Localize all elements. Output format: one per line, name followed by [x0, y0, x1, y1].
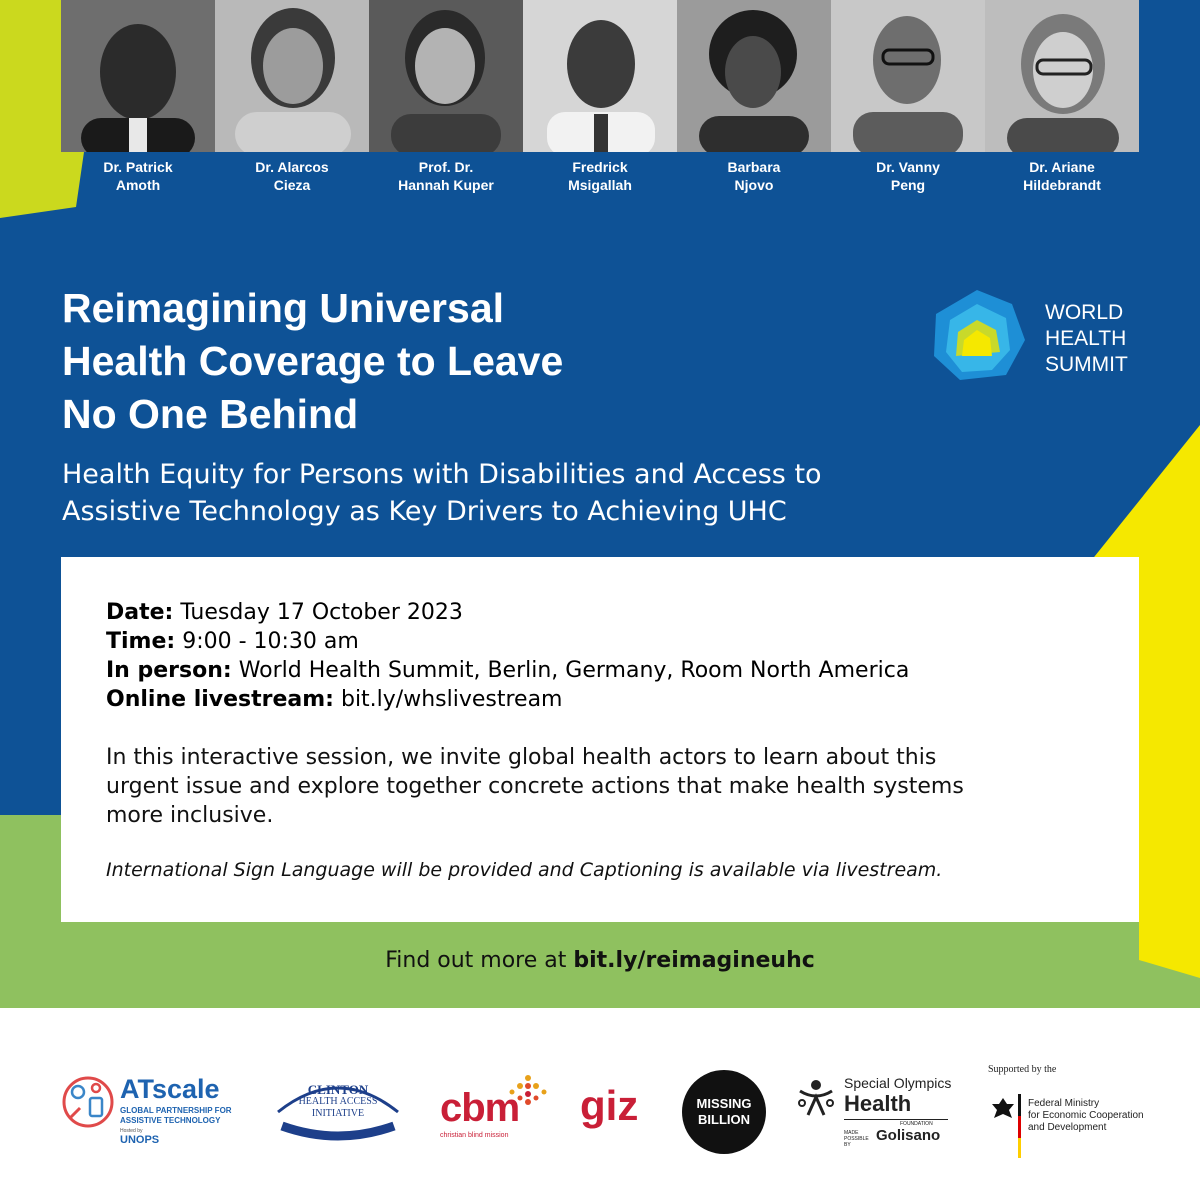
livestream-label: Online livestream:: [106, 687, 334, 712]
bmz-line: Federal Ministry: [1028, 1098, 1100, 1109]
cbm-tagline: christian blind mission: [440, 1132, 509, 1139]
speaker-name-line: Hannah Kuper: [398, 177, 494, 193]
clinton-health-access-logo: [272, 1072, 404, 1144]
atscale-name: ATscale: [120, 1074, 220, 1104]
speaker-name-line: Peng: [890, 177, 926, 193]
speaker-name: [369, 158, 523, 194]
supported-by-label: Supported by the: [988, 1064, 1057, 1075]
special-olympics-divider: [844, 1119, 948, 1120]
speaker-name: [677, 158, 831, 194]
accessibility-note: International Sign Language will be provided and Captioning is available via livestream.: [106, 859, 943, 881]
title-line: No One Behind: [62, 391, 359, 437]
speaker-name-line: Fredrick: [572, 159, 628, 175]
speaker-name: [215, 158, 369, 194]
speaker-photo-7: [985, 0, 1139, 152]
event-title: [62, 282, 762, 441]
speaker-name-line: Njovo: [734, 177, 774, 193]
atscale-tagline: [120, 1106, 232, 1126]
find-out-link[interactable]: bit.ly/reimagineuhc: [573, 948, 815, 973]
golisano-foundation-label: FOUNDATION: [900, 1121, 933, 1127]
livestream-link[interactable]: bit.ly/whslivestream: [333, 687, 563, 712]
speaker-photo-2: [215, 0, 369, 152]
speaker-name: [61, 158, 215, 194]
golisano-name: Golisano: [876, 1127, 941, 1144]
clinton-line: INITIATIVE: [311, 1108, 365, 1119]
bmz-logo: [988, 1064, 1148, 1164]
speaker-name-line: Hildebrandt: [1023, 177, 1101, 193]
find-out-prefix: Find out more at: [385, 948, 574, 973]
atscale-emblem-icon: [60, 1074, 116, 1130]
description-line: In this interactive session, we invite global health actors to learn about this: [106, 745, 937, 770]
find-out-more: [0, 946, 1200, 976]
bmz-line: for Economic Cooperation: [1028, 1110, 1144, 1121]
unops-logo: UNOPS: [120, 1134, 160, 1146]
speaker-name-line: Cieza: [273, 177, 311, 193]
special-olympics-health-logo: [796, 1075, 956, 1147]
special-olympics-figure-icon: [796, 1077, 836, 1117]
date-row: [106, 598, 1106, 627]
speaker-photo-1: [61, 0, 215, 152]
time-value: 9:00 - 10:30 am: [175, 629, 359, 654]
bmz-text: [1028, 1098, 1144, 1134]
speaker-photo-3: [369, 0, 523, 152]
speaker-name-line: Dr. Ariane: [1029, 159, 1095, 175]
speaker-name: [523, 158, 677, 194]
german-eagle-icon: [990, 1096, 1016, 1122]
cbm-logo: [440, 1072, 552, 1144]
subtitle-line: Health Equity for Persons with Disabilities and Access to: [62, 459, 822, 490]
date-value: Tuesday 17 October 2023: [173, 600, 463, 625]
missing-billion-line: MISSING: [696, 1096, 752, 1111]
missing-billion-logo: [682, 1070, 766, 1154]
atscale-hosted-by: Hosted by: [120, 1128, 143, 1134]
time-row: [106, 627, 1106, 656]
event-subtitle: [62, 456, 962, 530]
logo-text-line: HEALTH: [1045, 327, 1127, 350]
description-line: urgent issue and explore together concrete actions that make health systems: [106, 774, 964, 799]
speaker-name: [985, 158, 1139, 194]
world-health-summit-logo-icon: [930, 290, 1025, 385]
atscale-logo: [60, 1070, 250, 1160]
speaker-name-line: Barbara: [727, 159, 781, 175]
flag-black-stripe: [1018, 1094, 1021, 1116]
time-label: Time:: [106, 629, 176, 654]
logo-text-line: SUMMIT: [1045, 353, 1128, 376]
livestream-row: [106, 685, 1106, 714]
date-label: Date:: [106, 600, 174, 625]
speaker-name-line: Msigallah: [568, 177, 632, 193]
clinton-line: HEALTH ACCESS: [298, 1096, 378, 1107]
speaker-name-line: Dr. Patrick: [103, 159, 173, 175]
flag-gold-stripe: [1018, 1138, 1021, 1158]
speaker-names: [61, 158, 1139, 194]
special-olympics-health: Health: [844, 1091, 912, 1116]
logo-text-line: WORLD: [1045, 301, 1124, 324]
location-value: World Health Summit, Berlin, Germany, Room North America: [231, 658, 910, 683]
flag-red-stripe: [1018, 1116, 1021, 1138]
location-row: [106, 656, 1106, 685]
atscale-tag-line: ASSISTIVE TECHNOLOGY: [120, 1116, 221, 1125]
speaker-name-line: Dr. Alarcos: [255, 159, 329, 175]
atscale-tag-line: GLOBAL PARTNERSHIP FOR: [120, 1106, 232, 1115]
description-line: more inclusive.: [106, 803, 274, 828]
subtitle-line: Assistive Technology as Key Drivers to Achieving UHC: [62, 496, 787, 527]
speaker-photo-4: [523, 0, 677, 152]
speaker-name-line: Prof. Dr.: [418, 159, 474, 175]
clinton-line: CLINTON: [307, 1082, 369, 1097]
giz-logo: giz: [580, 1082, 639, 1129]
location-label: In person:: [106, 658, 232, 683]
title-line: Health Coverage to Leave: [62, 338, 564, 384]
missing-billion-line: BILLION: [698, 1112, 750, 1127]
speaker-photo-6: [831, 0, 985, 152]
title-line: Reimagining Universal: [62, 285, 505, 331]
speaker-name-line: Dr. Vanny: [876, 159, 940, 175]
bmz-line: and Development: [1028, 1122, 1107, 1133]
missing-billion-text: [682, 1096, 766, 1128]
cbm-name: cbm: [440, 1086, 520, 1130]
speaker-photo-strip: [61, 0, 1139, 152]
session-description: [106, 743, 1096, 830]
clinton-text: [272, 1084, 404, 1120]
speaker-name-line: Amoth: [115, 177, 161, 193]
world-health-summit-wordmark: [1045, 300, 1128, 378]
event-details: [106, 598, 1106, 714]
speaker-photo-5: [677, 0, 831, 152]
speaker-name: [831, 158, 985, 194]
made-possible-by: MADE POSSIBLE BY: [844, 1130, 869, 1148]
special-olympics-name: Special Olympics: [844, 1075, 952, 1091]
